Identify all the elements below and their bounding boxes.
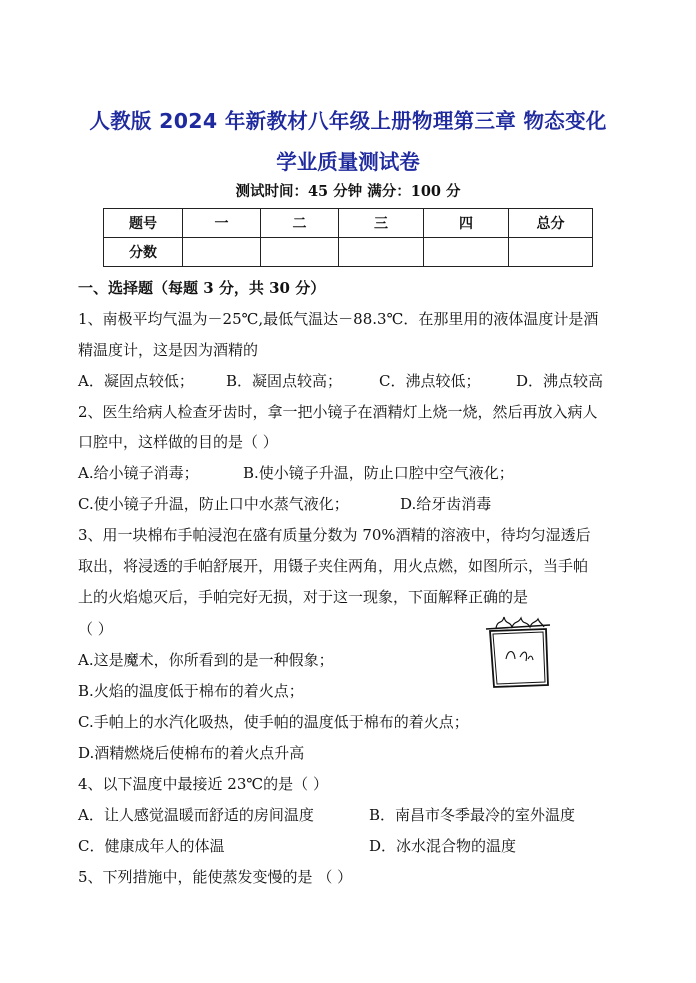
exam-subtitle: 学业质量测试卷	[276, 150, 420, 174]
score-input-cell[interactable]	[424, 238, 509, 267]
score-header-cell: 总分	[509, 209, 593, 238]
q4-option-a[interactable]: A．让人感觉温暖而舒适的房间温度	[78, 806, 314, 824]
q3-option-b[interactable]: B.火焰的温度低于棉布的着火点；	[78, 682, 304, 700]
score-header-cell: 一	[183, 209, 261, 238]
q3-answer-blank: （ ）	[78, 620, 113, 638]
q1-text-line2: 精温度计，这是因为酒精的	[78, 341, 259, 359]
exam-meta: 测试时间：45 分钟 满分：100 分	[235, 183, 461, 200]
q3-text-line2: 取出，将浸透的手帕舒展开，用镊子夹住两角，用火点燃，如图所示，当手帕	[78, 557, 589, 575]
q1-option-c[interactable]: C．沸点较低；	[379, 372, 481, 390]
score-header-cell: 四	[424, 209, 509, 238]
score-header-cell: 题号	[104, 209, 183, 238]
q2-options-row1	[78, 462, 638, 482]
score-row-label: 分数	[104, 238, 183, 267]
q3-option-a[interactable]: A.这是魔术，你所看到的是一种假象；	[78, 651, 334, 669]
score-input-cell[interactable]	[183, 238, 261, 267]
q4-option-b[interactable]: B．南昌市冬季最冷的室外温度	[369, 806, 576, 824]
q5-text-line1: 5、下列措施中，能使蒸发变慢的是 （ ）	[78, 868, 353, 886]
q2-option-d[interactable]: D.给牙齿消毒	[400, 495, 492, 513]
score-table	[103, 208, 593, 267]
q2-option-a[interactable]: A.给小镜子消毒；	[78, 464, 199, 482]
q1-options	[78, 370, 638, 390]
score-table-value-row	[104, 238, 593, 267]
score-input-cell[interactable]	[339, 238, 424, 267]
q1-option-d[interactable]: D．沸点较高	[516, 372, 604, 390]
score-input-cell[interactable]	[261, 238, 339, 267]
score-header-cell: 三	[339, 209, 424, 238]
q3-text-line1: 3、用一块棉布手帕浸泡在盛有质量分数为 70%酒精的溶液中，待均匀湿透后	[78, 526, 591, 544]
q1-option-b[interactable]: B．凝固点较高；	[226, 372, 343, 390]
q4-text-line1: 4、以下温度中最接近 23℃的是（ ）	[78, 775, 328, 793]
section-heading: 一、选择题（每题 3 分，共 30 分）	[78, 279, 326, 297]
q4-option-d[interactable]: D．冰水混合物的温度	[369, 837, 517, 855]
q4-options-row2	[78, 835, 638, 855]
score-input-cell[interactable]	[509, 238, 593, 267]
q2-option-c[interactable]: C.使小镜子升温，防止口中水蒸气液化；	[78, 495, 349, 513]
q2-text-line2: 口腔中，这样做的目的是（ ）	[78, 433, 278, 451]
q3-option-d[interactable]: D.酒精燃烧后使棉布的着火点升高	[78, 744, 305, 762]
q2-options-row2	[78, 493, 638, 513]
q3-option-c[interactable]: C.手帕上的水汽化吸热，使手帕的温度低于棉布的着火点；	[78, 713, 469, 731]
q2-text-line1: 2、医生给病人检查牙齿时，拿一把小镜子在酒精灯上烧一烧，然后再放入病人	[78, 403, 598, 421]
exam-title: 人教版 2024 年新教材八年级上册物理第三章 物态变化	[89, 109, 607, 133]
q1-option-a[interactable]: A．凝固点较低；	[78, 372, 194, 390]
burning-handkerchief-figure	[484, 615, 554, 691]
q4-options-row1	[78, 804, 638, 824]
score-header-cell: 二	[261, 209, 339, 238]
q1-text-line1: 1、南极平均气温为－25℃,最低气温达－88.3℃．在那里用的液体温度计是酒	[78, 310, 599, 328]
q4-option-c[interactable]: C．健康成年人的体温	[78, 837, 225, 855]
q3-text-line3: 上的火焰熄灭后，手帕完好无损，对于这一现象，下面解释正确的是	[78, 588, 529, 606]
score-table-header-row	[104, 209, 593, 238]
q2-option-b[interactable]: B.使小镜子升温，防止口腔中空气液化；	[243, 464, 514, 482]
